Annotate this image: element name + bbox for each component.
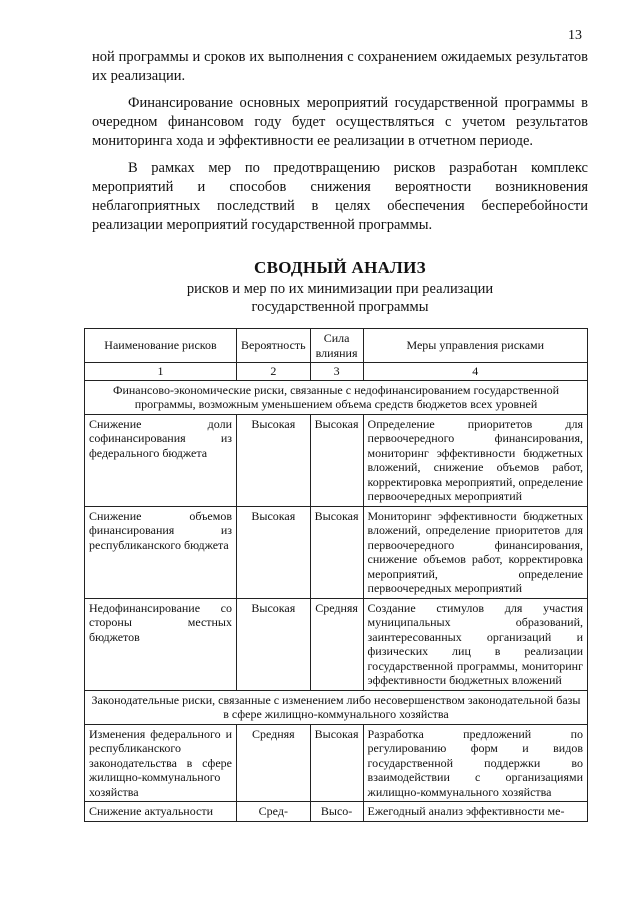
- risk-strength: Высокая: [310, 506, 363, 598]
- risk-measures: Создание стимулов для участия муниципальных образований, заинтересованных организаций и физических лиц в реализации государственной программы, мониторинг эффективности бюджетных вложений: [363, 598, 587, 690]
- paragraph-financing: Финансирование основных мероприятий государственной программы в очередном финансовом году будет осуществляться с учетом результатов мониторинга хода и эффективности ее реализации в отчетном периоде.: [92, 95, 588, 149]
- section-title-financial: Финансово-экономические риски, связанные с недофинансированием государственной программы, возможным уменьшением объема средств бюджетов всех уровней: [85, 380, 588, 414]
- section-row-financial: [85, 380, 588, 414]
- section-title-legislative: Законодательные риски, связанные с изменением либо несовершенством законодательной базы в сфере жилищно-коммунального хозяйства: [85, 690, 588, 724]
- risk-name: Изменения федерального и республиканского законодательства в сфере жилищно-коммунального хозяйства: [85, 724, 237, 802]
- risk-probability: Высокая: [237, 598, 311, 690]
- risk-probability: Высокая: [237, 506, 311, 598]
- risk-strength: Высокая: [310, 414, 363, 506]
- column-number: 1: [85, 363, 237, 381]
- risk-probability: Высокая: [237, 414, 311, 506]
- risk-measures: Ежегодный анализ эффективности ме-: [363, 802, 587, 822]
- column-number: 4: [363, 363, 587, 381]
- header-probability: Вероятность: [237, 329, 311, 363]
- risk-strength: Высокая: [310, 724, 363, 802]
- risk-name: Снижение объемов финансирования из республиканского бюджета: [85, 506, 237, 598]
- table-row: [85, 598, 588, 690]
- paragraph-risk-measures: В рамках мер по предотвращению рисков разработан комплекс мероприятий и способов снижения вероятности возникновения неблагоприятных последствий в целях обеспечения бесперебойности реализации мероприятий государственной программы.: [92, 160, 588, 233]
- table-row: [85, 802, 588, 822]
- column-number: 3: [310, 363, 363, 381]
- risk-probability: Средняя: [237, 724, 311, 802]
- header-strength: Сила влияния: [310, 329, 363, 363]
- column-number: 2: [237, 363, 311, 381]
- header-risk-name: Наименование рисков: [85, 329, 237, 363]
- risk-strength: Средняя: [310, 598, 363, 690]
- body-text: [92, 48, 588, 243]
- risk-strength: Высо-: [310, 802, 363, 822]
- title-main: СВОДНЫЙ АНАЛИЗ: [254, 258, 426, 277]
- table-header-row: [85, 329, 588, 363]
- risk-name: Снижение доли софинансирования из федерального бюджета: [85, 414, 237, 506]
- risk-measures: Разработка предложений по регулированию форм и видов государственной поддержки во взаимодействии с организациями жилищно-коммунального хозяйства: [363, 724, 587, 802]
- section-title: [92, 258, 588, 316]
- risk-name: Снижение актуальности: [85, 802, 237, 822]
- risk-name: Недофинансирование со стороны местных бюджетов: [85, 598, 237, 690]
- table-row: [85, 414, 588, 506]
- column-number-row: [85, 363, 588, 381]
- page-number: 13: [568, 28, 582, 43]
- risks-table: [84, 328, 588, 822]
- title-sub-line1: рисков и мер по их минимизации при реализации: [186, 281, 494, 297]
- risk-probability: Сред-: [237, 802, 311, 822]
- header-measures: Меры управления рисками: [363, 329, 587, 363]
- section-row-legislative: [85, 690, 588, 724]
- title-sub-line2: государственной программы: [251, 299, 429, 315]
- table-row: [85, 506, 588, 598]
- risk-measures: Мониторинг эффективности бюджетных вложений, определение приоритетов для первоочередного финансирования, снижение объемов работ, корректировка мероприятий, определение первоочередных мероприятий: [363, 506, 587, 598]
- risk-measures: Определение приоритетов для первоочередного финансирования, мониторинг эффективности бюджетных вложений, снижение объемов работ, корректировка мероприятий, определение первоочередных мероприятий: [363, 414, 587, 506]
- table-row: [85, 724, 588, 802]
- paragraph-continuation: ной программы и сроков их выполнения с сохранением ожидаемых результатов их реализации.: [92, 49, 588, 84]
